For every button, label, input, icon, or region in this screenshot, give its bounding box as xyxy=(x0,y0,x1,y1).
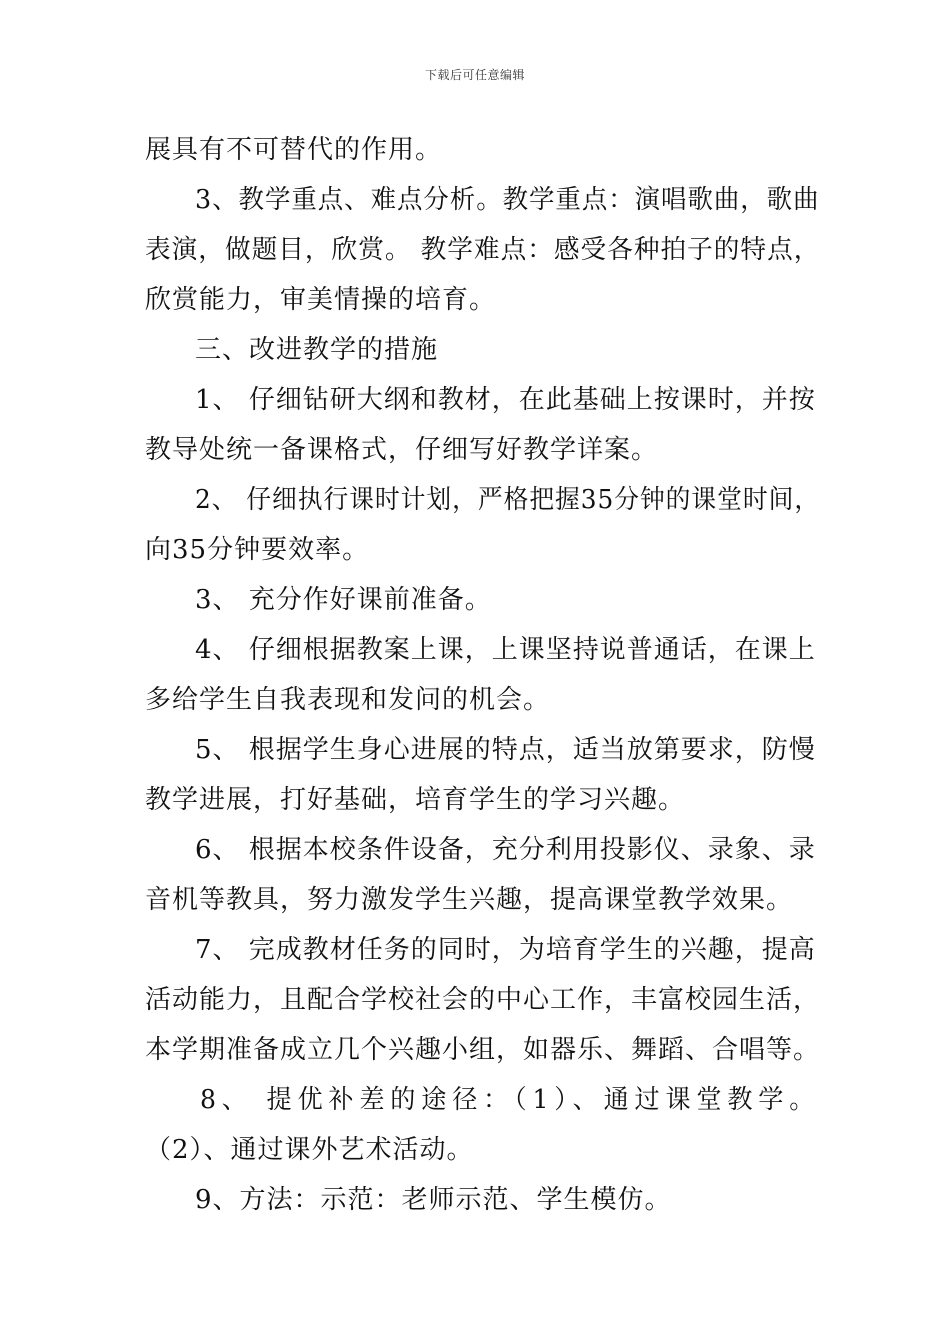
text-line: 3、教学重点、难点分析。教学重点：演唱歌曲，歌曲 xyxy=(195,185,820,215)
text-line: 9、方法：示范：老师示范、学生模仿。 xyxy=(195,1185,672,1215)
text-line: 活动能力，且配合学校社会的中心工作，丰富校园生活， xyxy=(145,985,821,1015)
text-line: 本学期准备成立几个兴趣小组，如器乐、舞蹈、合唱等。 xyxy=(145,1035,821,1065)
text-line: （2）、通过课外艺术活动。 xyxy=(145,1135,474,1165)
text-line: 表演，做题目，欣赏。 教学难点：感受各种拍子的特点， xyxy=(145,235,821,265)
text-line: 多给学生自我表现和发问的机会。 xyxy=(145,685,551,715)
text-line: 4、 仔细根据教案上课，上课坚持说普通话，在课上 xyxy=(195,635,816,665)
page-header: 下载后可任意编辑 xyxy=(424,68,525,82)
text-line: 8、 提优补差的途径：（1）、通过课堂教学。 xyxy=(200,1085,821,1115)
text-line: 5、 根据学生身心进展的特点，适当放第要求，防慢 xyxy=(195,735,816,765)
text-line: 6、 根据本校条件设备，充分利用投影仪、录象、录 xyxy=(195,835,816,865)
text-line: 音机等教具，努力激发学生兴趣，提高课堂教学效果。 xyxy=(145,885,794,915)
text-line: 3、 充分作好课前准备。 xyxy=(195,585,492,615)
section-heading: 三、改进教学的措施 xyxy=(195,335,439,365)
text-line: 1、 仔细钻研大纲和教材，在此基础上按课时，并按 xyxy=(195,385,816,415)
text-line: 展具有不可替代的作用。 xyxy=(145,135,443,165)
text-line: 欣赏能力，审美情操的培育。 xyxy=(145,285,497,315)
text-line: 2、 仔细执行课时计划，严格把握35分钟的课堂时间， xyxy=(195,485,821,515)
text-line: 教学进展，打好基础，培育学生的学习兴趣。 xyxy=(145,785,686,815)
text-line: 向35分钟要效率。 xyxy=(145,535,370,565)
text-line: 7、 完成教材任务的同时，为培育学生的兴趣，提高 xyxy=(195,935,816,965)
text-line: 教导处统一备课格式，仔细写好教学详案。 xyxy=(145,435,659,465)
